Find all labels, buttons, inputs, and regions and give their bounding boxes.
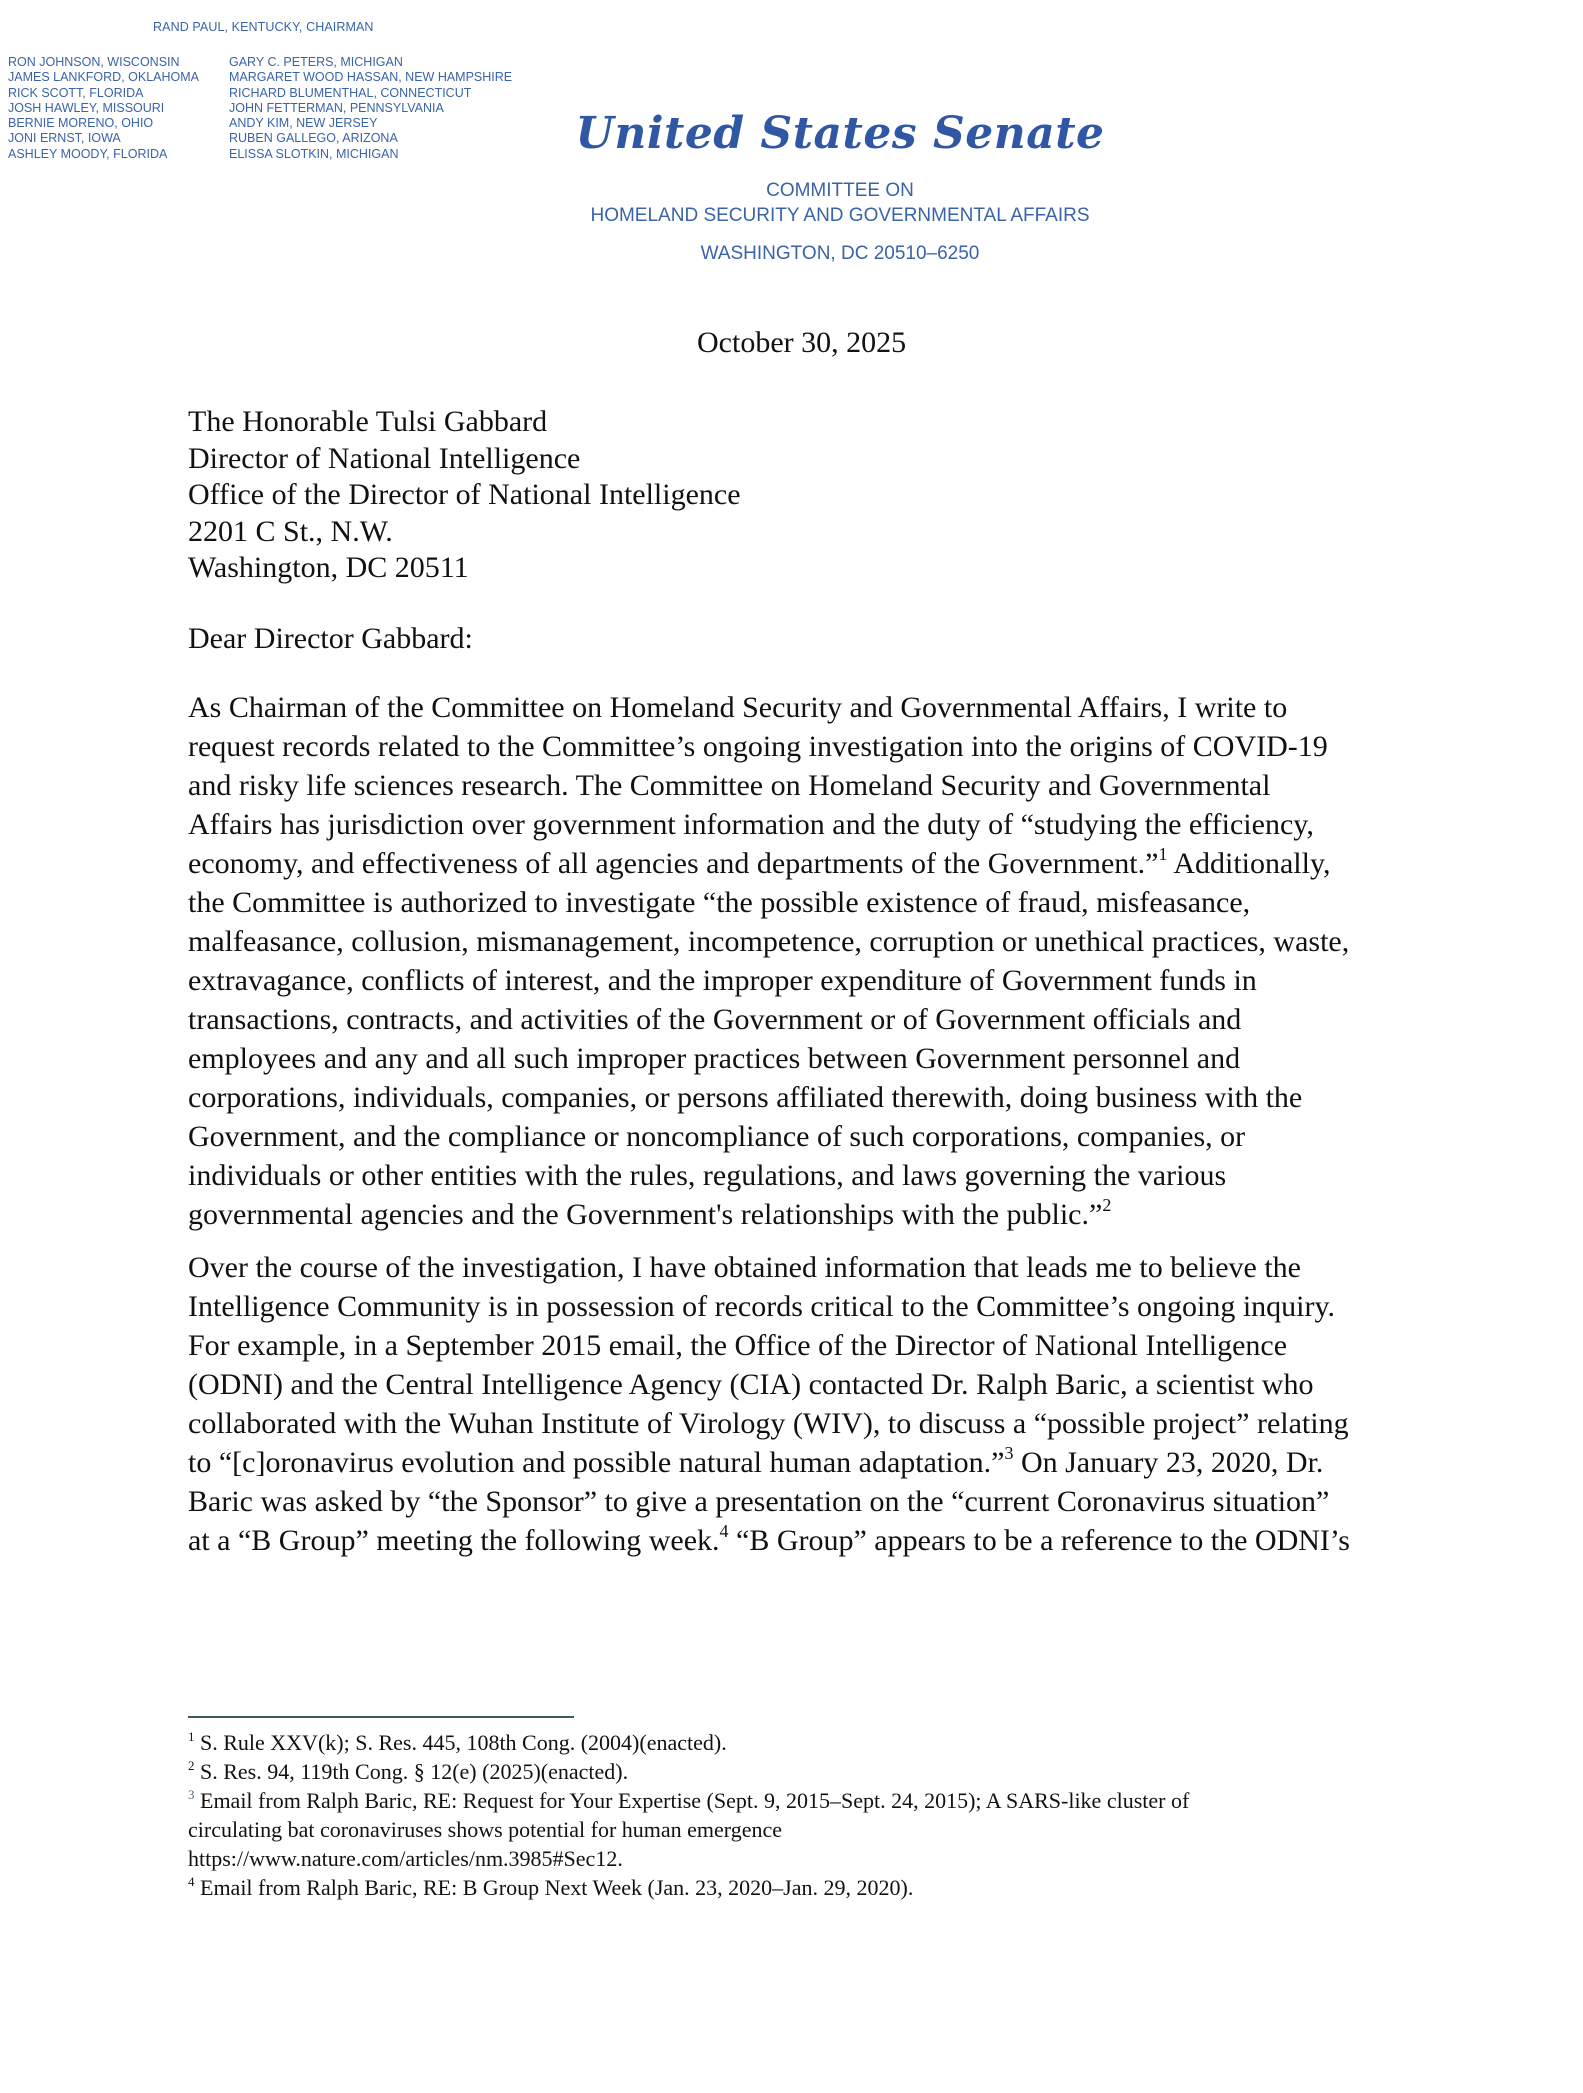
paragraph-line: to “[c]oronavirus evolution and possible natural human adaptation.”$^3$ On January 23, 2020, Dr. [188, 1443, 1324, 1479]
member-name: ANDY KIM, NEW JERSEY [229, 116, 378, 131]
paragraph-line: governmental agencies and the Government's relationships with the public.”$^2$ [188, 1195, 1112, 1231]
recipient-line: Director of National Intelligence [188, 441, 581, 475]
committee-name: HOMELAND SECURITY AND GOVERNMENTAL AFFAIRS [590, 205, 1090, 226]
footnotes [188, 1728, 1428, 1902]
recipient-line: Washington, DC 20511 [188, 551, 469, 584]
paragraph-line: Affairs has jurisdiction over government information and the duty of “studying the efficiency, [188, 808, 1314, 841]
member-name: ELISSA SLOTKIN, MICHIGAN [229, 146, 399, 161]
committee-heading: COMMITTEE ON [766, 180, 914, 201]
majority-members-list [8, 55, 199, 162]
letter-date: October 30, 2025 [697, 326, 907, 359]
committee-address: WASHINGTON, DC 20510–6250 [700, 243, 980, 264]
footnote-3-continuation: circulating bat coronaviruses shows potential for human emergence [188, 1817, 783, 1842]
paragraph-line: (ODNI) and the Central Intelligence Agency (CIA) contacted Dr. Ralph Baric, a scientist who [188, 1368, 1314, 1401]
paragraph-line: Government, and the compliance or noncompliance of such corporations, companies, or [188, 1120, 1246, 1153]
footnote-ref-2[interactable]: 2 [1102, 1195, 1112, 1215]
member-name: JONI ERNST, IOWA [8, 131, 121, 146]
body-paragraph-1 [188, 688, 1418, 1234]
salutation: Dear Director Gabbard: [188, 622, 473, 655]
chairman-line: RAND PAUL, KENTUCKY, CHAIRMAN [153, 20, 374, 34]
member-name: RUBEN GALLEGO, ARIZONA [229, 131, 398, 146]
paragraph-line: Baric was asked by “the Sponsor” to give a presentation on the “current Coronavirus situation” [188, 1485, 1330, 1518]
footnote-3: $^3$ Email from Ralph Baric, RE: Request for Your Expertise (Sept. 9, 2015–Sept. 24, 2015); A SARS-like cluster of [188, 1786, 1190, 1813]
body-paragraph-2 [188, 1248, 1418, 1560]
paragraph-line: collaborated with the Wuhan Institute of Virology (WIV), to discuss a “possible project” relating [188, 1407, 1349, 1440]
recipient-line: The Honorable Tulsi Gabbard [188, 405, 548, 438]
paragraph-line: Over the course of the investigation, I have obtained information that leads me to believe the [188, 1251, 1301, 1284]
footnote-1: $^1$ S. Rule XXV(k); S. Res. 445, 108th Cong. (2004)(enacted). [188, 1728, 727, 1755]
member-name: BERNIE MORENO, OHIO [8, 116, 154, 131]
member-name: JAMES LANKFORD, OKLAHOMA [8, 70, 200, 85]
paragraph-line: the Committee is authorized to investigate “the possible existence of fraud, misfeasance, [188, 886, 1251, 919]
footnote-divider [188, 1716, 574, 1718]
paragraph-line: extravagance, conflicts of interest, and the improper expenditure of Government funds in [188, 964, 1257, 997]
recipient-line: Office of the Director of National Intelligence [188, 478, 741, 511]
member-name: ASHLEY MOODY, FLORIDA [8, 146, 168, 161]
member-name: GARY C. PETERS, MICHIGAN [229, 55, 403, 69]
senate-wordmark: United States Senate [575, 108, 1105, 159]
recipient-address [188, 404, 741, 587]
member-name: JOHN FETTERMAN, PENNSYLVANIA [229, 100, 444, 115]
paragraph-line: individuals or other entities with the rules, regulations, and laws governing the various [188, 1159, 1227, 1192]
paragraph-line: transactions, contracts, and activities of the Government or of Government officials and [188, 1003, 1242, 1036]
member-name: RON JOHNSON, WISCONSIN [8, 55, 180, 69]
footnote-ref-4[interactable]: 4 [719, 1521, 729, 1541]
paragraph-line: As Chairman of the Committee on Homeland Security and Governmental Affairs, I write to [188, 691, 1288, 724]
footnote-2: $^2$ S. Res. 94, 119th Cong. § 12(e) (2025)(enacted). [188, 1757, 629, 1784]
footnote-3-link[interactable]: https://www.nature.com/articles/nm.3985#Sec12. [188, 1846, 623, 1871]
footnote-ref-3[interactable]: 3 [1004, 1443, 1014, 1463]
paragraph-line: malfeasance, collusion, mismanagement, incompetence, corruption or unethical practices, waste, [188, 925, 1350, 958]
paragraph-line: at a “B Group” meeting the following week.$^4$ “B Group” appears to be a reference to the ODNI’s [188, 1521, 1350, 1557]
paragraph-line: request records related to the Committee’s ongoing investigation into the origins of COVID-19 [188, 730, 1328, 763]
member-name: MARGARET WOOD HASSAN, NEW HAMPSHIRE [229, 70, 513, 85]
paragraph-line: economy, and effectiveness of all agencies and departments of the Government.”$^1$ Additionally, [188, 844, 1331, 880]
paragraph-line: corporations, individuals, companies, or persons affiliated therewith, doing business with the [188, 1081, 1303, 1114]
member-name: RICK SCOTT, FLORIDA [8, 85, 144, 100]
minority-members-list [229, 55, 512, 162]
footnote-ref-1[interactable]: 1 [1158, 844, 1168, 864]
member-name: JOSH HAWLEY, MISSOURI [8, 100, 165, 115]
recipient-line: 2201 C St., N.W. [188, 514, 393, 548]
paragraph-line: and risky life sciences research. The Committee on Homeland Security and Governmental [188, 769, 1271, 802]
paragraph-line: For example, in a September 2015 email, the Office of the Director of National Intelligence [188, 1329, 1288, 1362]
paragraph-line: employees and any and all such improper practices between Government personnel and [188, 1042, 1241, 1075]
footnote-4: $^4$ Email from Ralph Baric, RE: B Group Next Week (Jan. 23, 2020–Jan. 29, 2020). [188, 1873, 914, 1900]
paragraph-line: Intelligence Community is in possession of records critical to the Committee’s ongoing inquiry. [188, 1290, 1336, 1323]
member-name: RICHARD BLUMENTHAL, CONNECTICUT [229, 85, 472, 100]
